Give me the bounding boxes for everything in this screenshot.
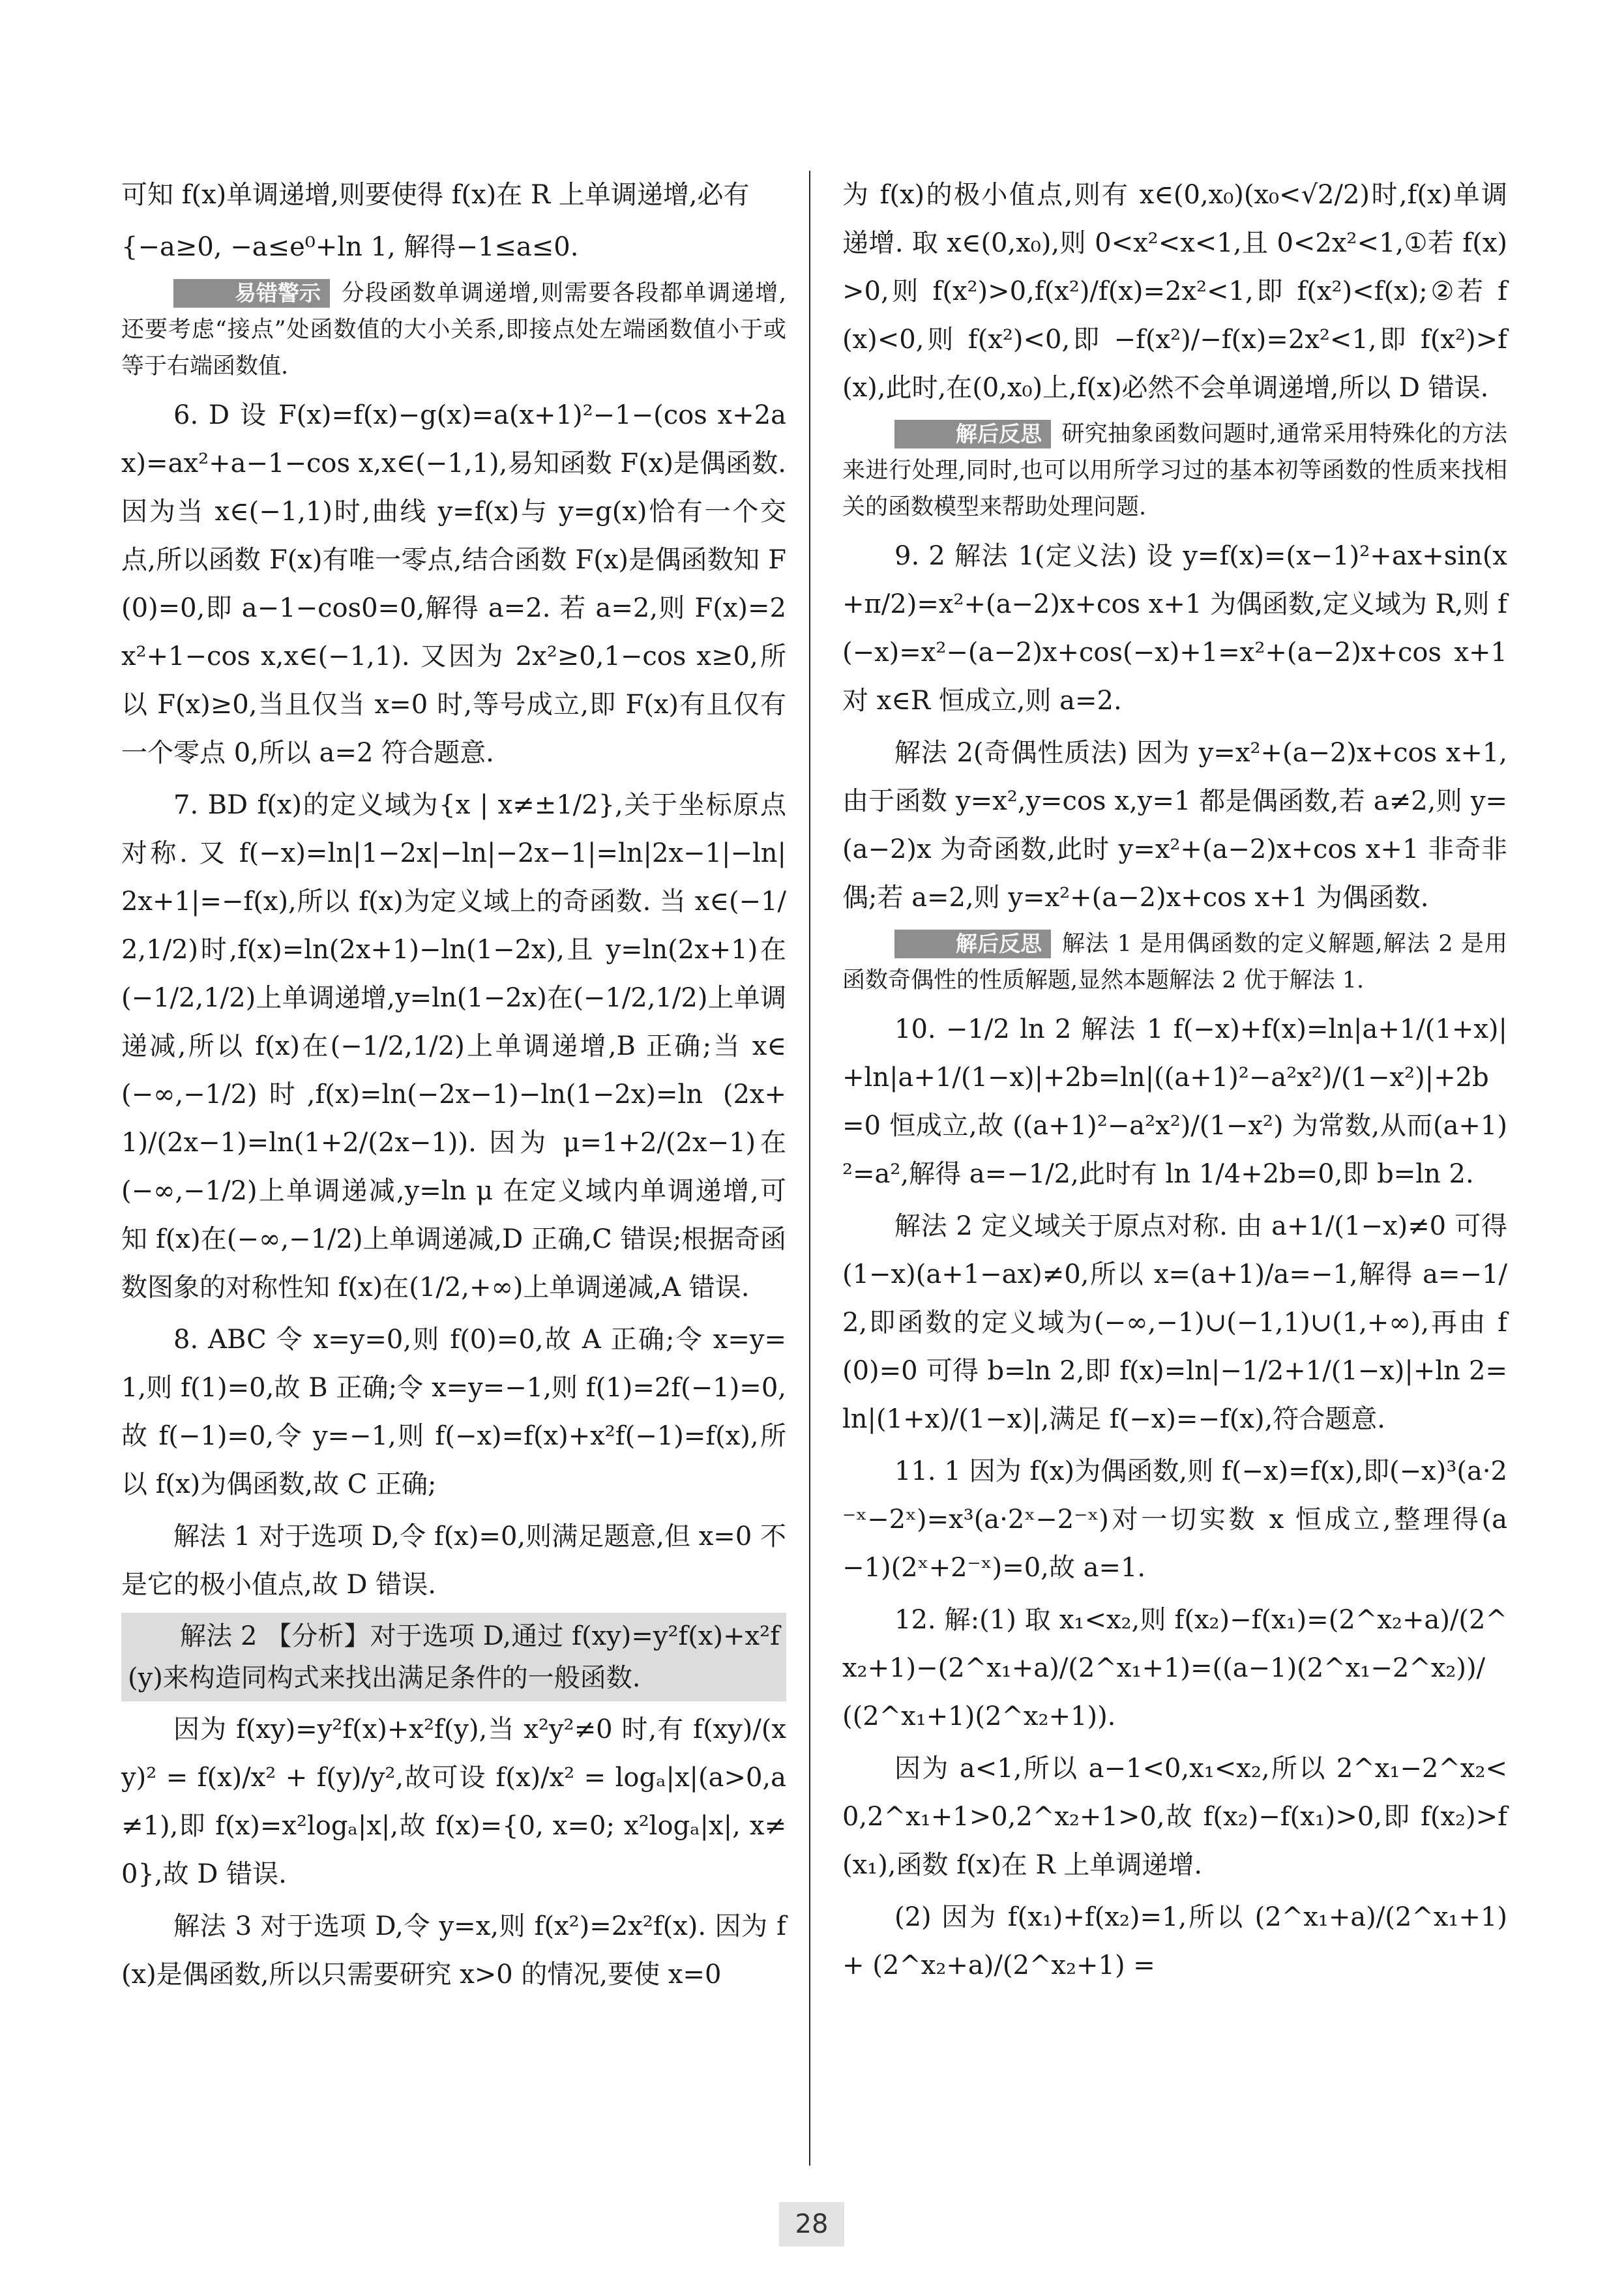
note-reflection (842, 926, 1507, 999)
note-tag: 解后反思 (894, 420, 1051, 449)
problem-12: 12. 解:(1) 取 x₁<x₂,则 f(x₂)−f(x₁)=(2^x₂+a)/(2^x₂+1)−(2^x₁+a)/(2^x₁+1)=((a−1)(2^x₁−2^x₂))/((2^x₁+1)(2^x₂+1)). (842, 1605, 1507, 1731)
page-number: 28 (779, 2202, 844, 2246)
problem-10-solution-2: 解法 2 定义域关于原点对称. 由 a+1/(1−x)≠0 可得(1−x)(a+1−ax)≠0,所以 x=(a+1)/a=−1,解得 a=−1/2,即函数的定义域为(−∞,−1)∪(−1,1)∪(1,+∞),再由 f(0)=0 可得 b=ln 2,即 f(x)=ln|−1/2+1/(1−x)|+ln 2=ln|(1+x)/(1−x)|,满足 f(−x)=−f(x),符合题意. (842, 1211, 1507, 1434)
paragraph: 可知 f(x)单调递增,则要使得 f(x)在 R 上单调递增,必有 (121, 180, 750, 210)
right-column (842, 171, 1507, 1993)
problem-12-part1: 因为 a<1,所以 a−1<0,x₁<x₂,所以 2^x₁−2^x₂<0,2^x₁+1>0,2^x₂+1>0,故 f(x₂)−f(x₁)>0,即 f(x₂)>f(x₁),函数 f(x)在 R 上单调递增. (842, 1754, 1507, 1880)
solution-2: 因为 f(xy)=y²f(x)+x²f(y),当 x²y²≠0 时,有 f(xy)/(xy)² = f(x)/x² + f(y)/y²,故可设 f(x)/x² = logₐ|x|(a>0,a≠1),即 f(x)=x²logₐ|x|,故 f(x)={0, x=0; x²logₐ|x|, x≠0},故 D 错误. (121, 1714, 786, 1889)
paragraph: {−a≥0, −a≤e⁰+ln 1, 解得−1≤a≤0. (121, 232, 579, 262)
note-text: 研究抽象函数问题时,通常采用特殊化的方法来进行处理,同时,也可以用所学习过的基本初等函数的性质来找相关的函数模型来帮助处理问题. (842, 421, 1507, 520)
problem-10: 10. −1/2 ln 2 解法 1 f(−x)+f(x)=ln|a+1/(1+x)|+ln|a+1/(1−x)|+2b=ln|((a+1)²−a²x²)/(1−x²)|+2b=0 恒成立,故 ((a+1)²−a²x²)/(1−x²) 为常数,从而(a+1)²=a²,解得 a=−1/2,此时有 ln 1/4+2b=0,即 b=ln 2. (842, 1014, 1507, 1189)
paragraph: 为 f(x)的极小值点,则有 x∈(0,x₀)(x₀<√2/2)时,f(x)单调递增. 取 x∈(0,x₀),则 0<x²<x<1,且 0<2x²<1,①若 f(x)>0,则 f(x²)>0,f(x²)/f(x)=2x²<1,即 f(x²)<f(x);②若 f(x)<0,则 f(x²)<0,即 −f(x²)/−f(x)=2x²<1,即 f(x²)>f(x),此时,在(0,x₀)上,f(x)必然不会单调递增,所以 D 错误. (842, 180, 1507, 403)
solution-1: 解法 1 对于选项 D,令 f(x)=0,则满足题意,但 x=0 不是它的极小值点,故 D 错误. (121, 1522, 786, 1600)
solution-3: 解法 3 对于选项 D,令 y=x,则 f(x²)=2x²f(x). 因为 f(x)是偶函数,所以只需要研究 x>0 的情况,要使 x=0 (121, 1911, 786, 1990)
note-reflection (842, 416, 1507, 525)
note-tag: 解后反思 (894, 930, 1051, 958)
problem-9: 9. 2 解法 1(定义法) 设 y=f(x)=(x−1)²+ax+sin(x+π/2)=x²+(a−2)x+cos x+1 为偶函数,定义域为 R,则 f(−x)=x²−(a−2)x+cos(−x)+1=x²+(a−2)x+cos x+1 对 x∈R 恒成立,则 a=2. (842, 541, 1507, 716)
problem-8: 8. ABC 令 x=y=0,则 f(0)=0,故 A 正确;令 x=y=1,则 f(1)=0,故 B 正确;令 x=y=−1,则 f(1)=2f(−1)=0,故 f(−1)=0,令 y=−1,则 f(−x)=f(x)+x²f(−1)=f(x),所以 f(x)为偶函数,故 C 正确; (121, 1325, 786, 1499)
problem-7: 7. BD f(x)的定义域为{x | x≠±1/2},关于坐标原点对称. 又 f(−x)=ln|1−2x|−ln|−2x−1|=ln|2x−1|−ln|2x+1|=−f(x),所以 f(x)为定义域上的奇函数. 当 x∈(−1/2,1/2)时,f(x)=ln(2x+1)−ln(1−2x),且 y=ln(2x+1)在(−1/2,1/2)上单调递增,y=ln(1−2x)在(−1/2,1/2)上单调递减,所以 f(x)在(−1/2,1/2)上单调递增,B 正确;当 x∈(−∞,−1/2)时,f(x)=ln(−2x−1)−ln(1−2x)=ln (2x+1)/(2x−1)=ln(1+2/(2x−1)). 因为 μ=1+2/(2x−1)在(−∞,−1/2)上单调递减,y=ln μ 在定义域内单调递增,可知 f(x)在(−∞,−1/2)上单调递减,D 正确,C 错误;根据奇函数图象的对称性知 f(x)在(1/2,+∞)上单调递减,A 错误. (121, 790, 786, 1302)
column-divider (809, 171, 810, 2166)
note-text: 分段函数单调递增,则需要各段都单调递增,还要考虑“接点”处函数值的大小关系,即接点处左端函数值小于或等于右端函数值. (121, 280, 786, 379)
note-tag: 易错警示 (173, 279, 330, 308)
problem-11: 11. 1 因为 f(x)为偶函数,则 f(−x)=f(x),即(−x)³(a·2⁻ˣ−2ˣ)=x³(a·2ˣ−2⁻ˣ)对一切实数 x 恒成立,整理得(a−1)(2ˣ+2⁻ˣ)=0,故 a=1. (842, 1456, 1507, 1583)
problem-9-solution-2: 解法 2(奇偶性质法) 因为 y=x²+(a−2)x+cos x+1,由于函数 y=x²,y=cos x,y=1 都是偶函数,若 a≠2,则 y=(a−2)x 为奇函数,此时 y=x²+(a−2)x+cos x+1 非奇非偶;若 a=2,则 y=x²+(a−2)x+cos x+1 为偶函数. (842, 738, 1507, 913)
solution-2-analysis: 解法 2 【分析】对于选项 D,通过 f(xy)=y²f(x)+x²f(y)来构造同构式来找出满足条件的一般函数. (121, 1613, 786, 1701)
left-column (121, 171, 786, 2003)
note-error-warning (121, 275, 786, 385)
note-text: 解法 1 是用偶函数的定义解题,解法 2 是用函数奇偶性的性质解题,显然本题解法 2 优于解法 1. (842, 931, 1507, 993)
problem-12-part2: (2) 因为 f(x₁)+f(x₂)=1,所以 (2^x₁+a)/(2^x₁+1) + (2^x₂+a)/(2^x₂+1) = (842, 1902, 1507, 1980)
problem-6: 6. D 设 F(x)=f(x)−g(x)=a(x+1)²−1−(cos x+2ax)=ax²+a−1−cos x,x∈(−1,1),易知函数 F(x)是偶函数. 因为当 x∈(−1,1)时,曲线 y=f(x)与 y=g(x)恰有一个交点,所以函数 F(x)有唯一零点,结合函数 F(x)是偶函数知 F(0)=0,即 a−1−cos0=0,解得 a=2. 若 a=2,则 F(x)=2x²+1−cos x,x∈(−1,1). 又因为 2x²≥0,1−cos x≥0,所以 F(x)≥0,当且仅当 x=0 时,等号成立,即 F(x)有且仅有一个零点 0,所以 a=2 符合题意. (121, 400, 786, 768)
